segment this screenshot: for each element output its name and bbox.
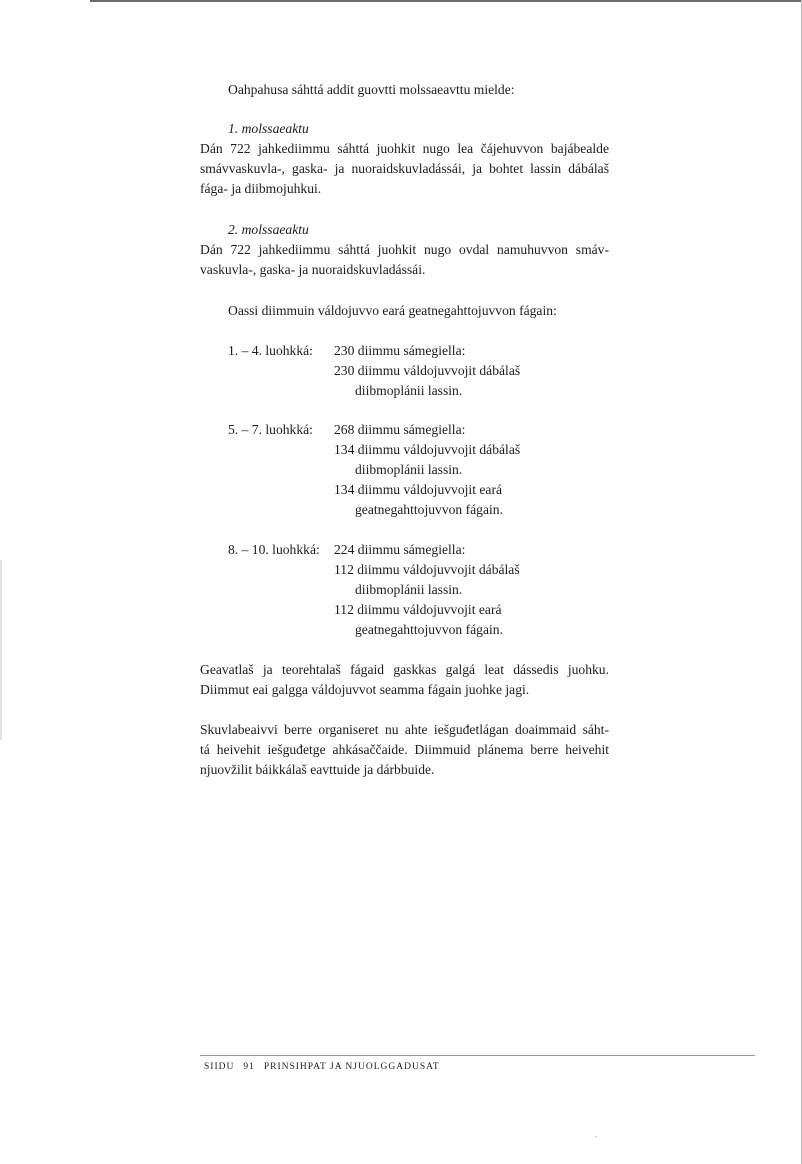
option-1-text [200, 139, 609, 199]
paragraph-line: Skuvlabeaivvi berre organiseret nu ahte iešguđetlágan doaimmaid sáht- [200, 722, 609, 737]
grade-line: 230 diimmu sámegiella: [334, 343, 466, 358]
footer-section-title: PRINSIHPAT JA NJUOLGGADUSAT [263, 1062, 440, 1072]
paragraph-line: Geavatlaš ja teorehtalaš fágaid gaskkas galgá leat dássedis juohku. [200, 662, 609, 677]
option-2-line: Dán 722 jahkediimmu sáhttá juohkit nugo ovdal namuhuvvon smáv- [200, 242, 609, 257]
grade-line: 224 diimmu sámegiella: [334, 542, 466, 557]
scan-edge-mark [0, 560, 2, 740]
paragraph-line: njuovžilit báikkálaš eavttuide ja dárbbuide. [200, 762, 435, 777]
paragraph-line: tá heivehit iešguđetge ahkásaččaide. Diimmuid plánema berre heivehit [200, 742, 609, 757]
grade-line: 268 diimmu sámegiella: [334, 422, 466, 437]
grade-label: 8. – 10. luohkká: [228, 542, 320, 557]
grade-line: geatnegahttojuvvon fágain. [355, 622, 503, 637]
grade-line: 134 diimmu váldojuvvojit dábálaš [334, 442, 521, 457]
footer-page-word: SIIDU [204, 1062, 235, 1072]
grade-line: geatnegahttojuvvon fágain. [355, 502, 503, 517]
page-footer [204, 1061, 440, 1073]
grade-line: diibmoplánii lassin. [355, 383, 463, 398]
grade-label: 5. – 7. luohkká: [228, 422, 313, 437]
footer-page-number: 91 [243, 1062, 255, 1072]
option-1-heading: 1. molssaeaktu [228, 121, 309, 136]
paragraph-line: Diimmut eai galgga váldojuvvot seamma fágain juohke jagi. [200, 682, 530, 697]
distribution-intro: Oassi diimmuin váldojuvvo eará geatnegahttojuvvon fágain: [228, 303, 557, 318]
practical-paragraph [200, 660, 609, 700]
option-1-line: Dán 722 jahkediimmu sáhttá juohkit nugo lea čájehuvvon bajábealde [200, 141, 609, 156]
grade-line: 112 diimmu váldojuvvojit eará [334, 602, 502, 617]
grade-lines [334, 420, 520, 520]
option-1-line: fága- ja diibmojuhkui. [200, 181, 322, 196]
grade-line: 112 diimmu váldojuvvojit dábálaš [334, 562, 520, 577]
option-2-line: vaskuvla-, gaska- ja nuoraidskuvladássái. [200, 262, 426, 277]
grade-line: diibmoplánii lassin. [355, 582, 463, 597]
grade-lines [334, 540, 520, 640]
grade-line: 134 diimmu váldojuvvojit eará [334, 482, 503, 497]
intro-line: Oahpahusa sáhttá addit guovtti molssaeavttu mielde: [228, 82, 515, 97]
scan-speck [595, 1136, 597, 1137]
footer-rule [200, 1055, 755, 1056]
grade-line: diibmoplánii lassin. [355, 462, 463, 477]
option-2-text [200, 240, 609, 280]
top-edge-rule [90, 0, 802, 2]
option-1-line: smávvaskuvla-, gaska- ja nuoraidskuvladássái, ja bohtet lassin dábálaš [200, 161, 609, 176]
grade-line: 230 diimmu váldojuvvojit dábálaš [334, 363, 521, 378]
option-2-heading: 2. molssaeaktu [228, 222, 309, 237]
school-day-paragraph [200, 720, 609, 780]
grade-label: 1. – 4. luohkká: [228, 343, 313, 358]
grade-lines [334, 341, 520, 401]
